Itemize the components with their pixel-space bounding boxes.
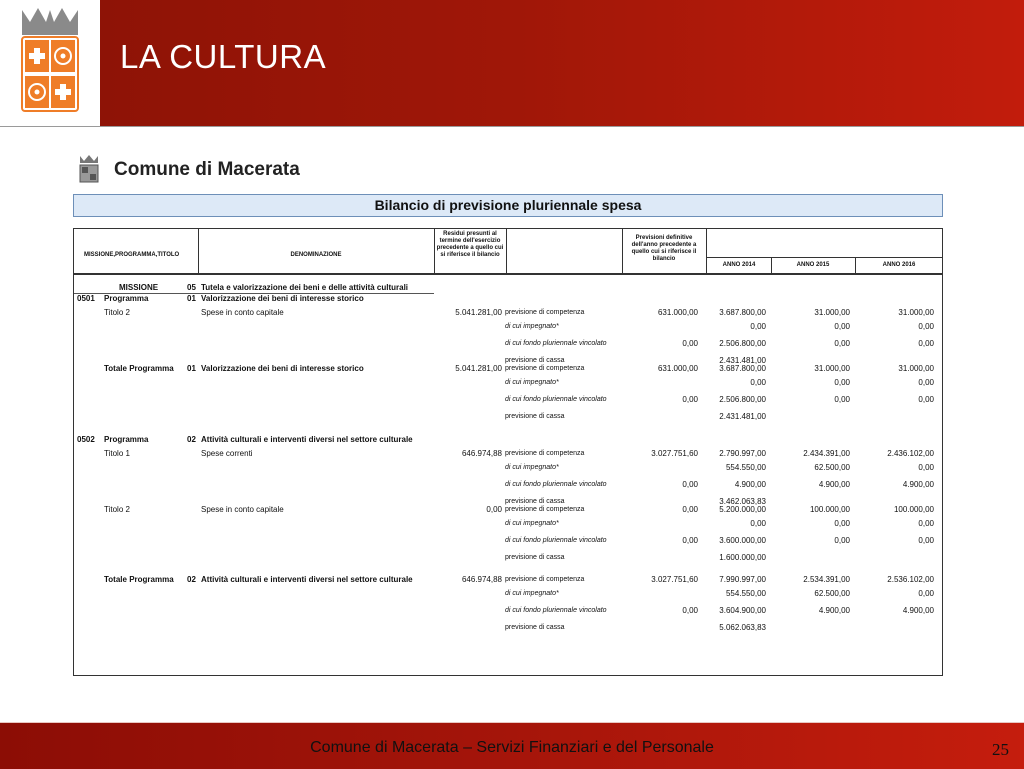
program-kind: Programma [104, 435, 149, 444]
header-separator [706, 229, 707, 273]
amount-cell: 0,00 [682, 395, 698, 404]
amount-cell: 3.604.900,00 [719, 606, 766, 615]
amount-cell: 62.500,00 [814, 463, 850, 472]
header-separator [506, 229, 507, 273]
amount-cell: 3.600.000,00 [719, 536, 766, 545]
amount-cell: 0,00 [750, 322, 766, 331]
row-label: di cui impegnato* [505, 464, 559, 471]
amount-cell: 0,00 [750, 378, 766, 387]
row-label: di cui impegnato* [505, 323, 559, 330]
program-code: 0502 [77, 435, 95, 444]
row-label: previsione di cassa [505, 357, 565, 364]
amount-cell: 4.900,00 [902, 606, 934, 615]
amount-cell: 4.900,00 [818, 480, 850, 489]
row-label: di cui fondo pluriennale vincolato [505, 340, 607, 347]
amount-cell: 3.462.063,83 [719, 497, 766, 506]
slide-footer [0, 722, 1024, 769]
amount-cell: 554.550,00 [725, 589, 766, 598]
header-separator [855, 257, 856, 273]
col-header-anno2014: ANNO 2014 [722, 262, 756, 268]
amount-cell: 0,00 [918, 519, 934, 528]
program-number: 02 [187, 435, 196, 444]
row-label: di cui fondo pluriennale vincolato [505, 396, 607, 403]
program-description: Valorizzazione dei beni di interesse storico [201, 294, 364, 303]
amount-cell: 554.550,00 [725, 463, 766, 472]
program-code: 0501 [77, 294, 95, 303]
amount-cell: 2.436.102,00 [887, 449, 934, 458]
residui-value: 5.041.281,00 [455, 364, 502, 373]
amount-cell: 2.534.391,00 [803, 575, 850, 584]
amount-cell: 31.000,00 [898, 308, 934, 317]
row-label: previsione di competenza [505, 365, 585, 372]
amount-cell: 0,00 [682, 480, 698, 489]
row-label: di cui fondo pluriennale vincolato [505, 481, 607, 488]
amount-cell: 3.687.800,00 [719, 364, 766, 373]
missione-number: 05 [187, 283, 196, 292]
amount-cell: 0,00 [682, 606, 698, 615]
row-label: previsione di cassa [505, 498, 565, 505]
residui-value: 5.041.281,00 [455, 308, 502, 317]
header-separator [771, 257, 772, 273]
amount-cell: 0,00 [834, 322, 850, 331]
amount-cell: 0,00 [834, 378, 850, 387]
amount-cell: 0,00 [834, 395, 850, 404]
amount-cell: 0,00 [750, 519, 766, 528]
residui-value: 0,00 [486, 505, 502, 514]
titolo-denominazione: Spese correnti [201, 449, 253, 458]
slide-header [0, 0, 1024, 127]
program-description: Valorizzazione dei beni di interesse storico [201, 364, 364, 373]
header-divider [0, 126, 1024, 127]
amount-cell: 100.000,00 [893, 505, 934, 514]
amount-cell: 100.000,00 [809, 505, 850, 514]
titolo-label: Titolo 2 [104, 505, 130, 514]
amount-cell: 3.027.751,60 [651, 575, 698, 584]
amount-cell: 0,00 [682, 505, 698, 514]
amount-cell: 2.431.481,00 [719, 356, 766, 365]
col-header-residui: Residui presunti al termine dell'esercizio precedente a quello cui si riferisce il bilancio [436, 231, 504, 258]
amount-cell: 5.062.063,83 [719, 623, 766, 632]
missione-description: Tutela e valorizzazione dei beni e delle attività culturali [201, 283, 409, 292]
row-label: previsione di cassa [505, 413, 565, 420]
macerata-crest-logo [0, 0, 100, 127]
row-label: previsione di competenza [505, 450, 585, 457]
title-bar [100, 0, 1024, 127]
amount-cell: 1.600.000,00 [719, 553, 766, 562]
amount-cell: 0,00 [918, 322, 934, 331]
col-header-anno2015: ANNO 2015 [796, 262, 830, 268]
program-description: Attività culturali e interventi diversi nel settore culturale [201, 575, 413, 584]
document-title-band: Bilancio di previsione pluriennale spesa [73, 194, 943, 217]
col-header-anno2016: ANNO 2016 [882, 262, 916, 268]
row-label: di cui impegnato* [505, 379, 559, 386]
program-kind: Totale Programma [104, 364, 174, 373]
amount-cell: 631.000,00 [657, 364, 698, 373]
missione-label: MISSIONE [119, 283, 159, 292]
amount-cell: 0,00 [918, 463, 934, 472]
amount-cell: 0,00 [834, 519, 850, 528]
slide-title: LA CULTURA [120, 38, 327, 75]
amount-cell: 0,00 [834, 339, 850, 348]
amount-cell: 0,00 [682, 339, 698, 348]
amount-cell: 62.500,00 [814, 589, 850, 598]
amount-cell: 2.536.102,00 [887, 575, 934, 584]
amount-cell: 0,00 [918, 536, 934, 545]
amount-cell: 631.000,00 [657, 308, 698, 317]
amount-cell: 4.900,00 [902, 480, 934, 489]
residui-value: 646.974,88 [461, 575, 502, 584]
titolo-label: Titolo 2 [104, 308, 130, 317]
amount-cell: 31.000,00 [814, 364, 850, 373]
titolo-label: Titolo 1 [104, 449, 130, 458]
header-separator [198, 229, 199, 273]
program-number: 01 [187, 364, 196, 373]
col-header-denominazione: DENOMINAZIONE [290, 252, 342, 258]
col-header-missione: MISSIONE,PROGRAMMA,TITOLO [84, 252, 180, 258]
logo-area [0, 0, 100, 127]
document-org-name: Comune di Macerata [114, 159, 300, 180]
row-label: previsione di cassa [505, 624, 565, 631]
amount-cell: 0,00 [918, 589, 934, 598]
amount-cell: 2.790.997,00 [719, 449, 766, 458]
amount-cell: 0,00 [918, 339, 934, 348]
amount-cell: 4.900,00 [818, 606, 850, 615]
document-crest-icon [78, 154, 100, 184]
amount-cell: 0,00 [682, 536, 698, 545]
col-header-previsioni: Previsioni definitive dell'anno precedente a quello cui si riferisce il bilancio [631, 235, 697, 262]
amount-cell: 2.434.391,00 [803, 449, 850, 458]
amount-cell: 5.200.000,00 [719, 505, 766, 514]
program-kind: Programma [104, 294, 149, 303]
header-rule [706, 257, 942, 258]
row-label: previsione di competenza [505, 309, 585, 316]
page-number: 25 [992, 740, 1009, 759]
amount-cell: 0,00 [834, 536, 850, 545]
amount-cell: 2.431.481,00 [719, 412, 766, 421]
amount-cell: 3.687.800,00 [719, 308, 766, 317]
row-label: previsione di competenza [505, 506, 585, 513]
program-kind: Totale Programma [104, 575, 174, 584]
amount-cell: 31.000,00 [814, 308, 850, 317]
row-label: di cui impegnato* [505, 520, 559, 527]
budget-document [70, 148, 946, 678]
amount-cell: 0,00 [918, 395, 934, 404]
amount-cell: 31.000,00 [898, 364, 934, 373]
header-separator [434, 229, 435, 273]
program-number: 02 [187, 575, 196, 584]
amount-cell: 7.990.997,00 [719, 575, 766, 584]
amount-cell: 3.027.751,60 [651, 449, 698, 458]
header-bottom-rule [74, 273, 942, 275]
titolo-denominazione: Spese in conto capitale [201, 308, 284, 317]
footer-text: Comune di Macerata – Servizi Finanziari e del Personale [310, 739, 714, 756]
row-label: previsione di competenza [505, 576, 585, 583]
amount-cell: 2.506.800,00 [719, 395, 766, 404]
program-description: Attività culturali e interventi diversi nel settore culturale [201, 435, 413, 444]
residui-value: 646.974,88 [461, 449, 502, 458]
row-label: di cui fondo pluriennale vincolato [505, 537, 607, 544]
amount-cell: 0,00 [918, 378, 934, 387]
row-label: di cui impegnato* [505, 590, 559, 597]
amount-cell: 4.900,00 [734, 480, 766, 489]
amount-cell: 2.506.800,00 [719, 339, 766, 348]
row-label: previsione di cassa [505, 554, 565, 561]
row-label: di cui fondo pluriennale vincolato [505, 607, 607, 614]
titolo-denominazione: Spese in conto capitale [201, 505, 284, 514]
header-separator [622, 229, 623, 273]
program-number: 01 [187, 294, 196, 303]
budget-table [73, 228, 943, 676]
